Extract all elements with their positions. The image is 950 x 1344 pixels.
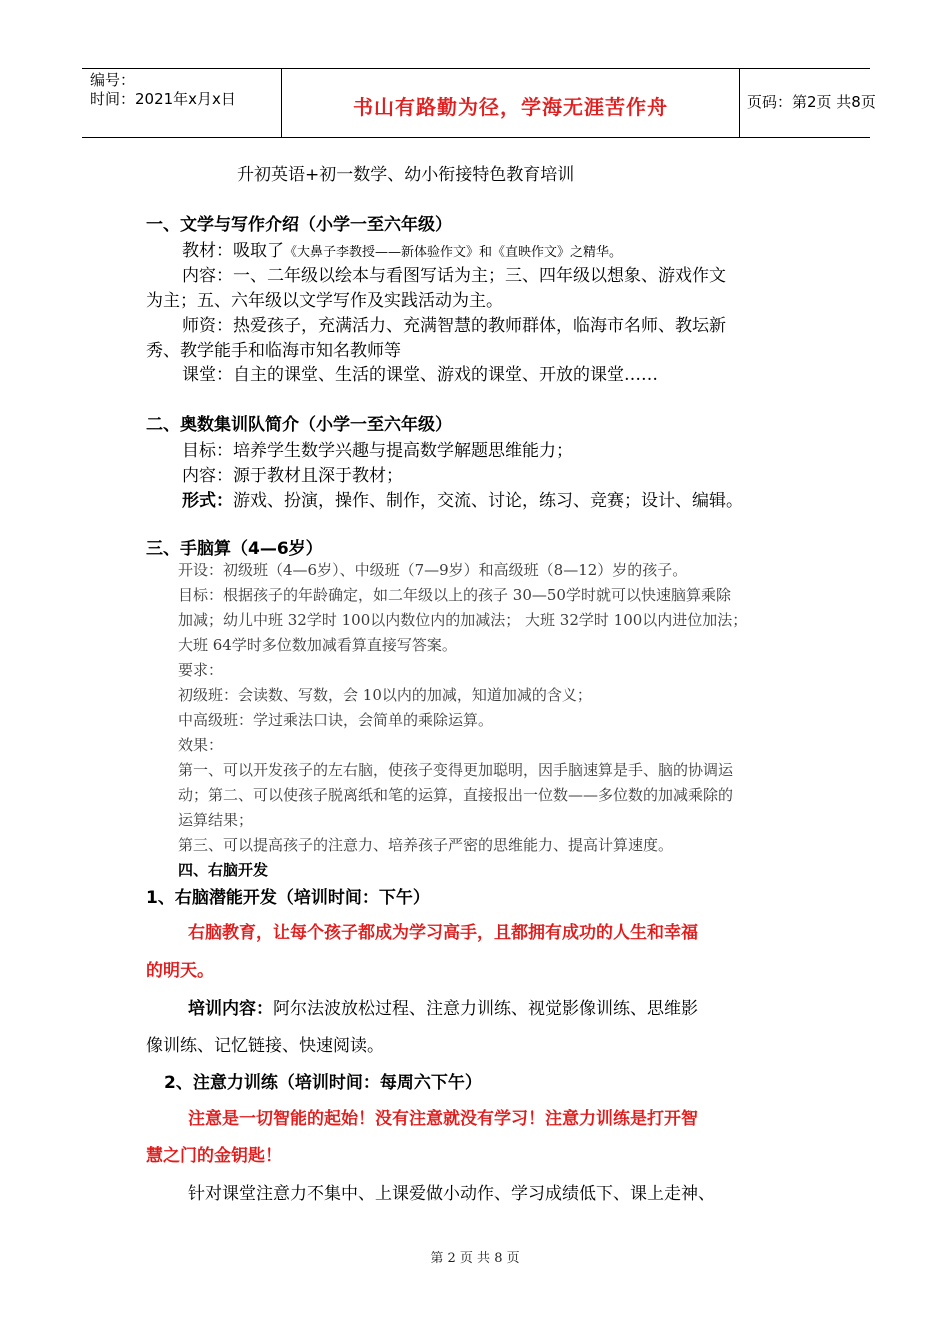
section-4-sub-2-title: 2、注意力训练（培训时间：每周六下午）	[164, 1073, 482, 1093]
section-1-content-line-2: 为主；五、六年级以文学写作及实践活动为主。	[146, 291, 503, 311]
section-3-goal-line-1: 目标：根据孩子的年龄确定，如二年级以上的孩子 30—50学时就可以快速脑算乘除	[178, 586, 731, 604]
section-2-content: 内容：源于教材且深于教材；	[182, 466, 403, 486]
section-1-textbook	[182, 236, 622, 261]
section-4-sub-2-red-line-1: 注意是一切智能的起始！没有注意就没有学习！注意力训练是打开智	[188, 1109, 698, 1129]
document-header	[82, 68, 876, 138]
section-3-requirement-2: 中高级班：学过乘法口诀，会简单的乘除运算。	[178, 711, 494, 729]
training-text: 阿尔法波放松过程、注意力训练、视觉影像训练、思维影	[273, 999, 698, 1019]
section-4-last-line: 针对课堂注意力不集中、上课爱做小动作、学习成绩低下、课上走神、	[188, 1184, 715, 1204]
section-1-content-line-1: 内容：一、二年级以绘本与看图写话为主；三、四年级以想象、游戏作文	[182, 266, 726, 286]
header-left-cell	[82, 69, 281, 137]
section-3-effect-label: 效果：	[178, 736, 224, 754]
form-text: 游戏、扮演，操作、制作，交流、讨论，练习、竞赛；设计、编辑。	[233, 491, 743, 511]
section-4-title: 四、右脑开发	[178, 861, 269, 879]
header-motto: 书山有路勤为径，学海无涯苦作舟	[353, 95, 668, 119]
section-3-requirement-1: 初级班：会读数、写数，会 10以内的加减，知道加减的含义；	[178, 686, 592, 704]
document-date: 时间：2021年x月x日	[90, 90, 236, 108]
section-4-sub-1-red-line-2: 的明天。	[146, 961, 214, 981]
section-3-effect-line-1: 第一、可以开发孩子的左右脑，使孩子变得更加聪明，因手脑速算是手、脑的协调运	[178, 761, 734, 779]
section-3-goal-line-3: 大班 64学时多位数加减看算直接写答案。	[178, 636, 457, 654]
header-page-number: 页码：第2页 共8页	[747, 93, 876, 111]
section-2-title: 二、奥数集训队简介（小学一至六年级）	[146, 415, 452, 435]
section-2-goal: 目标：培养学生数学兴趣与提高数学解题思维能力；	[182, 441, 573, 461]
section-1-teacher-line-2: 秀、教学能手和临海市知名教师等	[146, 341, 401, 361]
section-3-effect-line-3: 运算结果；	[178, 811, 254, 829]
textbook-text: 《大鼻子李教授——新体验作文》和《直映作文》之精华。	[284, 245, 623, 260]
section-2-form	[182, 486, 743, 511]
section-4-sub-2-red-line-2: 慧之门的金钥匙！	[146, 1146, 282, 1166]
document-subtitle: 升初英语+初一数学、幼小衔接特色教育培训	[237, 165, 575, 185]
section-3-effect-line-4: 第三、可以提高孩子的注意力、培养孩子严密的思维能力、提高计算速度。	[178, 836, 674, 854]
section-3-effect-line-2: 动；第二、可以使孩子脱离纸和笔的运算，直接报出一位数——多位数的加减乘除的	[178, 786, 734, 804]
header-motto-cell	[281, 69, 740, 137]
section-3-open: 开设：初级班（4—6岁）、中级班（7—9岁）和高级班（8—12）岁的孩子。	[178, 561, 688, 579]
form-label: 形式：	[182, 491, 233, 511]
header-page-cell	[739, 69, 876, 137]
document-number: 编号：	[90, 71, 136, 89]
section-4-sub-1-red-line-1: 右脑教育，让每个孩子都成为学习高手，且都拥有成功的人生和幸福	[188, 923, 698, 943]
section-1-class: 课堂：自主的课堂、生活的课堂、游戏的课堂、开放的课堂……	[182, 365, 658, 385]
page-footer: 第 2 页 共 8 页	[430, 1251, 520, 1266]
textbook-label: 教材：吸取了	[182, 241, 284, 261]
section-4-sub-1-title: 1、右脑潜能开发（培训时间：下午）	[146, 888, 430, 908]
training-label: 培训内容：	[188, 999, 273, 1019]
section-3-requirements-label: 要求：	[178, 661, 224, 679]
section-4-training-line-1	[188, 994, 698, 1019]
section-3-goal-line-2: 加减；幼儿中班 32学时 100以内数位内的加减法； 大班 32学时 100以内进位加法；	[178, 611, 748, 629]
section-4-training-line-2: 像训练、记忆链接、快速阅读。	[146, 1036, 384, 1056]
section-1-teacher-line-1: 师资：热爱孩子，充满活力、充满智慧的教师群体，临海市名师、教坛新	[182, 316, 726, 336]
section-3-title: 三、手脑算（4—6岁）	[146, 539, 323, 559]
section-1-title: 一、文学与写作介绍（小学一至六年级）	[146, 215, 452, 235]
